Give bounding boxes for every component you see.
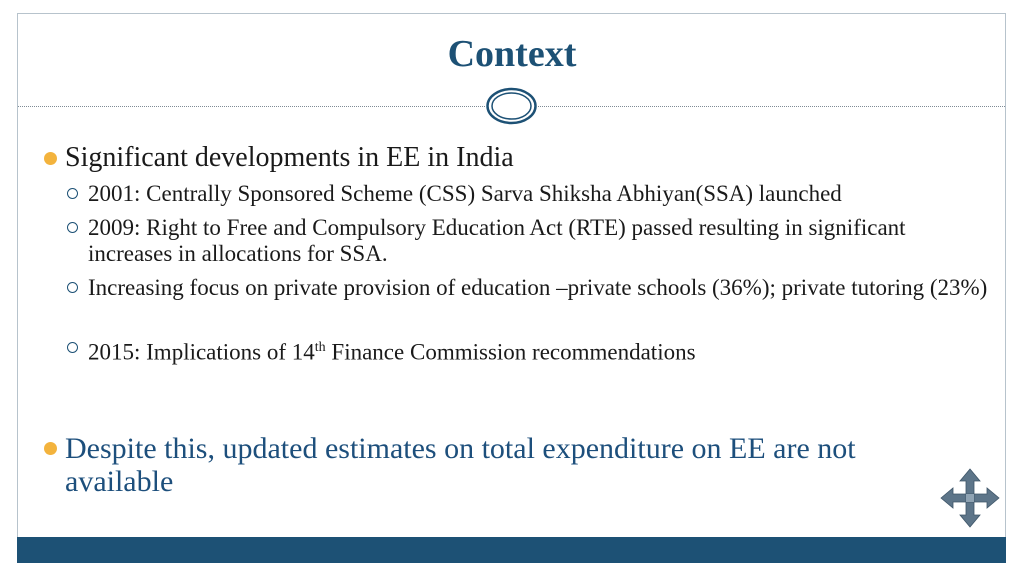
footer-accent-bar [17,537,1006,563]
bullet-text: Significant developments in EE in India [65,142,514,173]
bullet-text-line1: Despite this, updated estimates on total expenditure on EE are not [65,432,856,465]
sub-bullet-circle [67,342,78,353]
bullet-text-line2: available [65,465,174,498]
sub-item-text [70,335,990,366]
four-way-arrows-icon [940,468,1000,528]
title-divider-left [18,106,485,107]
sub-item-2015 [70,335,990,366]
bullet-dot [44,152,57,165]
sub-bullet-circle [67,188,78,199]
title-divider-right [538,106,1005,107]
oval-ring-icon [485,86,538,126]
sub-item-text-pre: 2015: Implications of 14 [88,339,315,365]
slide-title: Context [447,33,577,75]
sub-item-text: Increasing focus on private provision of education –private schools (36%); private tutoring (23%) [88,275,988,300]
sub-item-text-post: Finance Commission recommendations [325,339,696,365]
sub-item-private-provision [70,275,990,301]
sub-bullet-circle [67,282,78,293]
sub-item-2001 [70,181,990,207]
sub-item-2009 [70,215,990,267]
sub-bullet-circle [67,222,78,233]
bullet-dot [44,442,57,455]
sub-item-text: 2001: Centrally Sponsored Scheme (CSS) Sarva Shiksha Abhiyan(SSA) launched [88,181,842,206]
ordinal-superscript: th [314,340,326,355]
sub-item-text: 2009: Right to Free and Compulsory Education Act (RTE) passed resulting in significant increases in allocations for SSA. [88,215,906,266]
